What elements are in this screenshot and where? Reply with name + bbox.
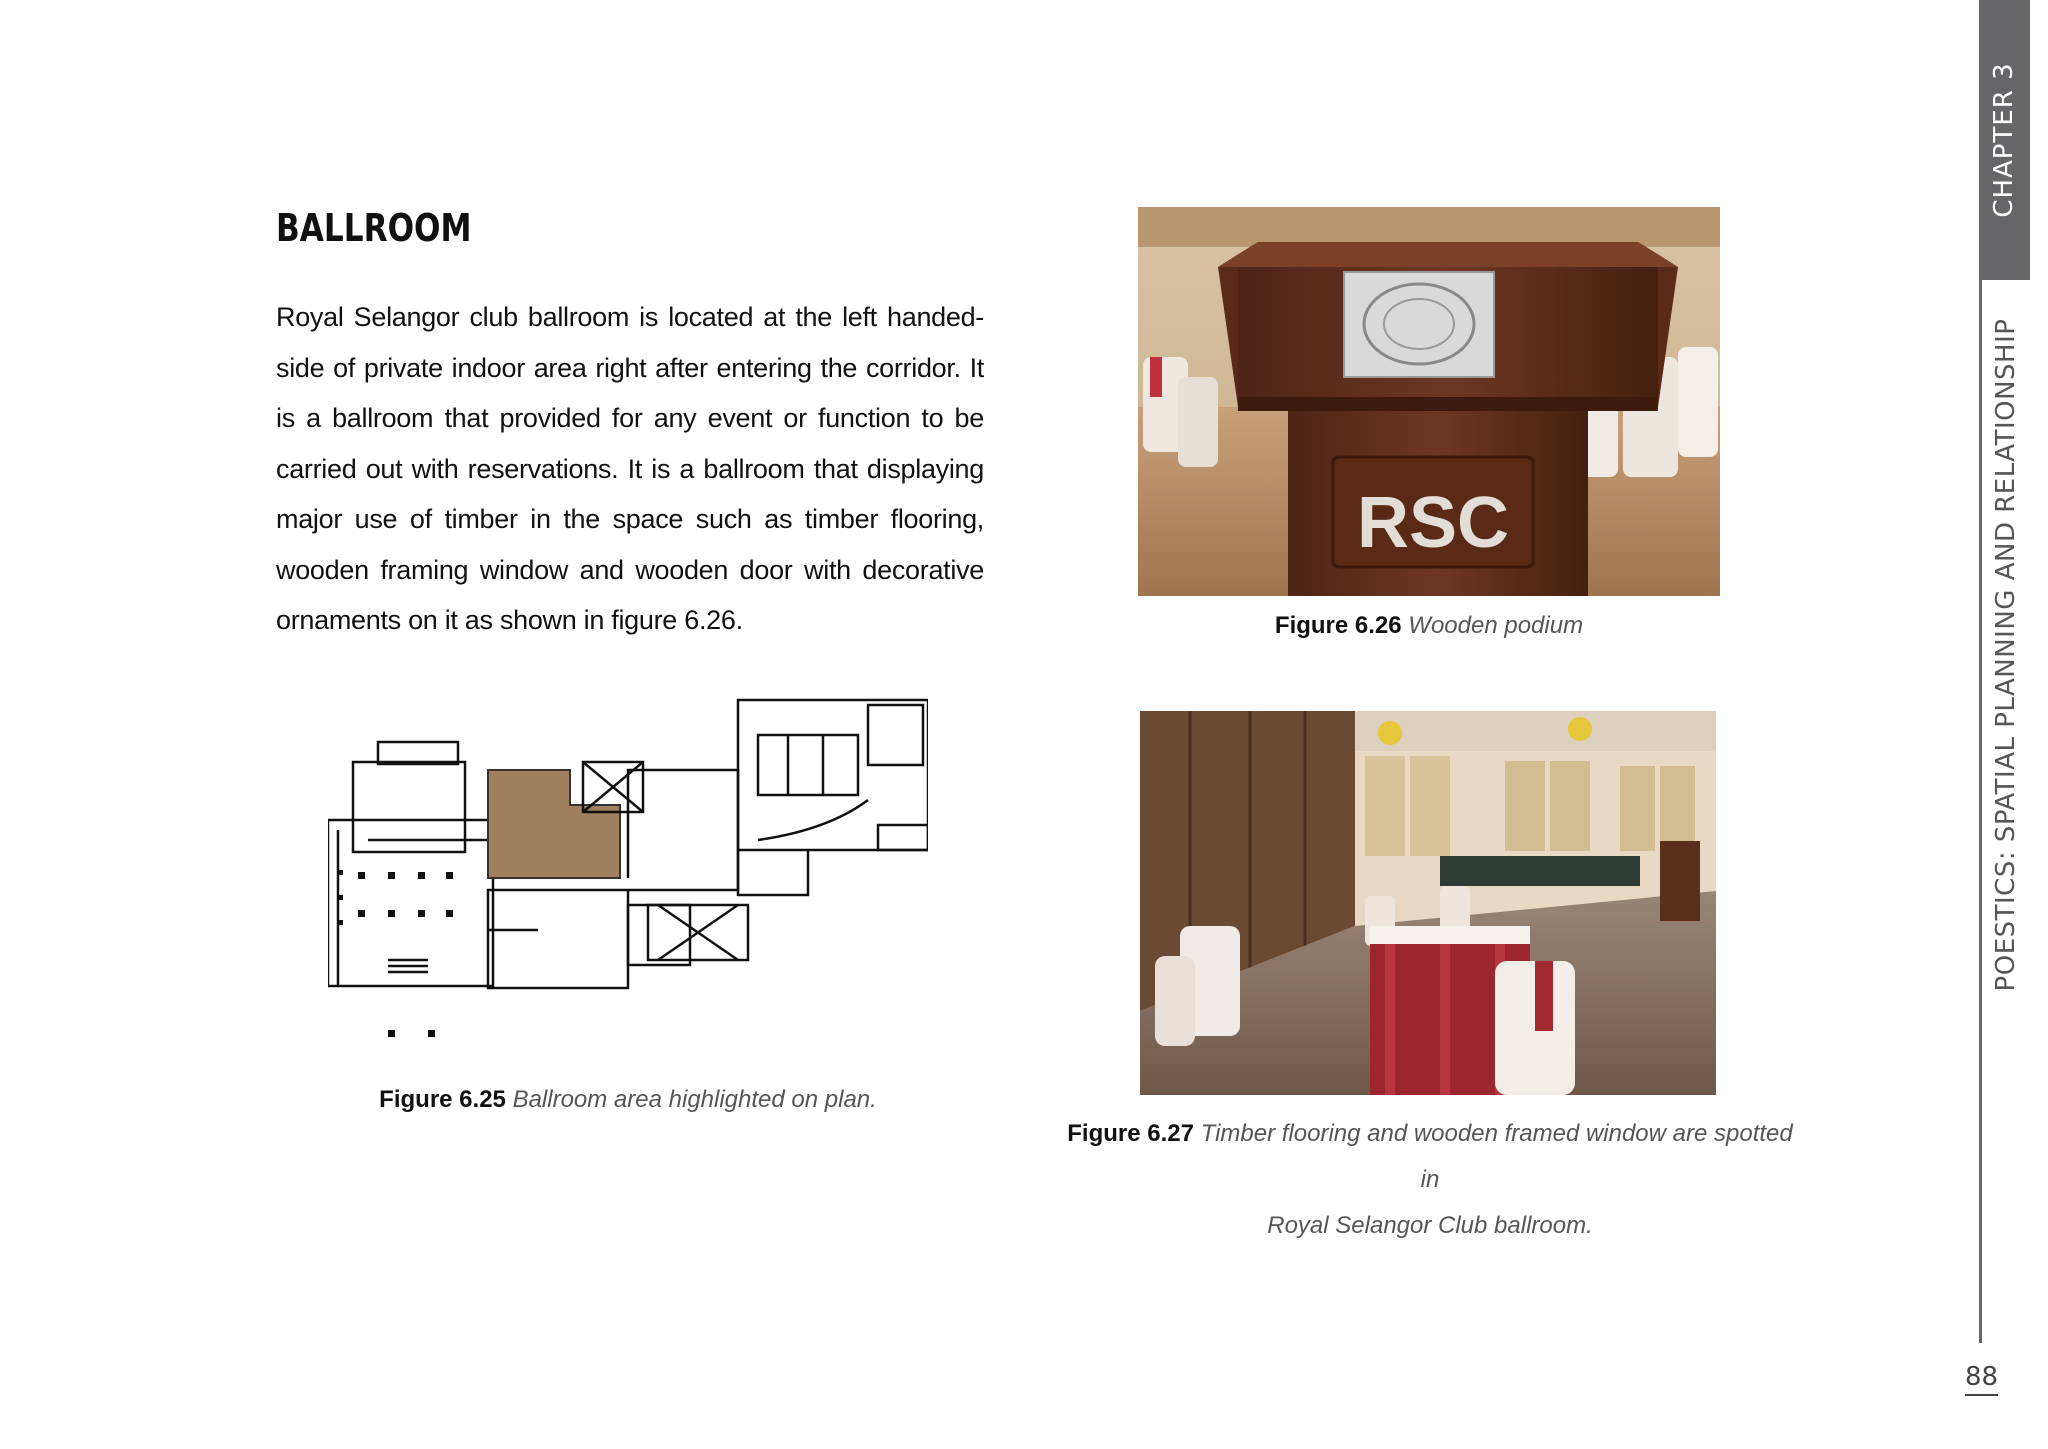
figure-6-26-caption bbox=[1138, 612, 1720, 640]
section-title-vertical: POESTICS: SPATIAL PLANNING AND RELATIONSHIP bbox=[1991, 318, 2021, 992]
page-number: 88 bbox=[1965, 1362, 1998, 1396]
figure-label: Figure 6.27 bbox=[1067, 1120, 1194, 1147]
chapter-label: CHAPTER 3 bbox=[1989, 62, 2019, 218]
figure-6-25-caption bbox=[328, 1086, 928, 1114]
figure-caption-text: Ballroom area highlighted on plan. bbox=[512, 1086, 877, 1113]
podium-rsc-text: RSC bbox=[1356, 483, 1510, 563]
ballroom-photo bbox=[1140, 711, 1716, 1095]
figure-6-27-caption bbox=[1060, 1111, 1800, 1249]
figure-caption-text-line2: Royal Selangor Club ballroom. bbox=[1267, 1212, 1593, 1239]
figure-caption-text: Wooden podium bbox=[1408, 612, 1584, 639]
sidebar-rule bbox=[1979, 280, 1982, 1343]
floor-plan bbox=[328, 690, 928, 1050]
figure-caption-text: Timber flooring and wooden framed window are spotted in bbox=[1200, 1120, 1793, 1193]
section-heading: BALLROOM bbox=[276, 206, 472, 250]
figure-label: Figure 6.26 bbox=[1274, 612, 1402, 639]
figure-label: Figure 6.25 bbox=[379, 1086, 506, 1113]
podium-photo bbox=[1138, 207, 1720, 596]
body-paragraph: Royal Selangor club ballroom is located at the left handed-side of private indoor area right after entering the corridor. It is a ballroom that provided for any event or function to be carried out with reservations. It is a ballroom that displaying major use of timber in the space such as timber flooring, wooden framing window and wooden door with decorative ornaments on it as shown in figure 6.26. bbox=[276, 302, 984, 635]
